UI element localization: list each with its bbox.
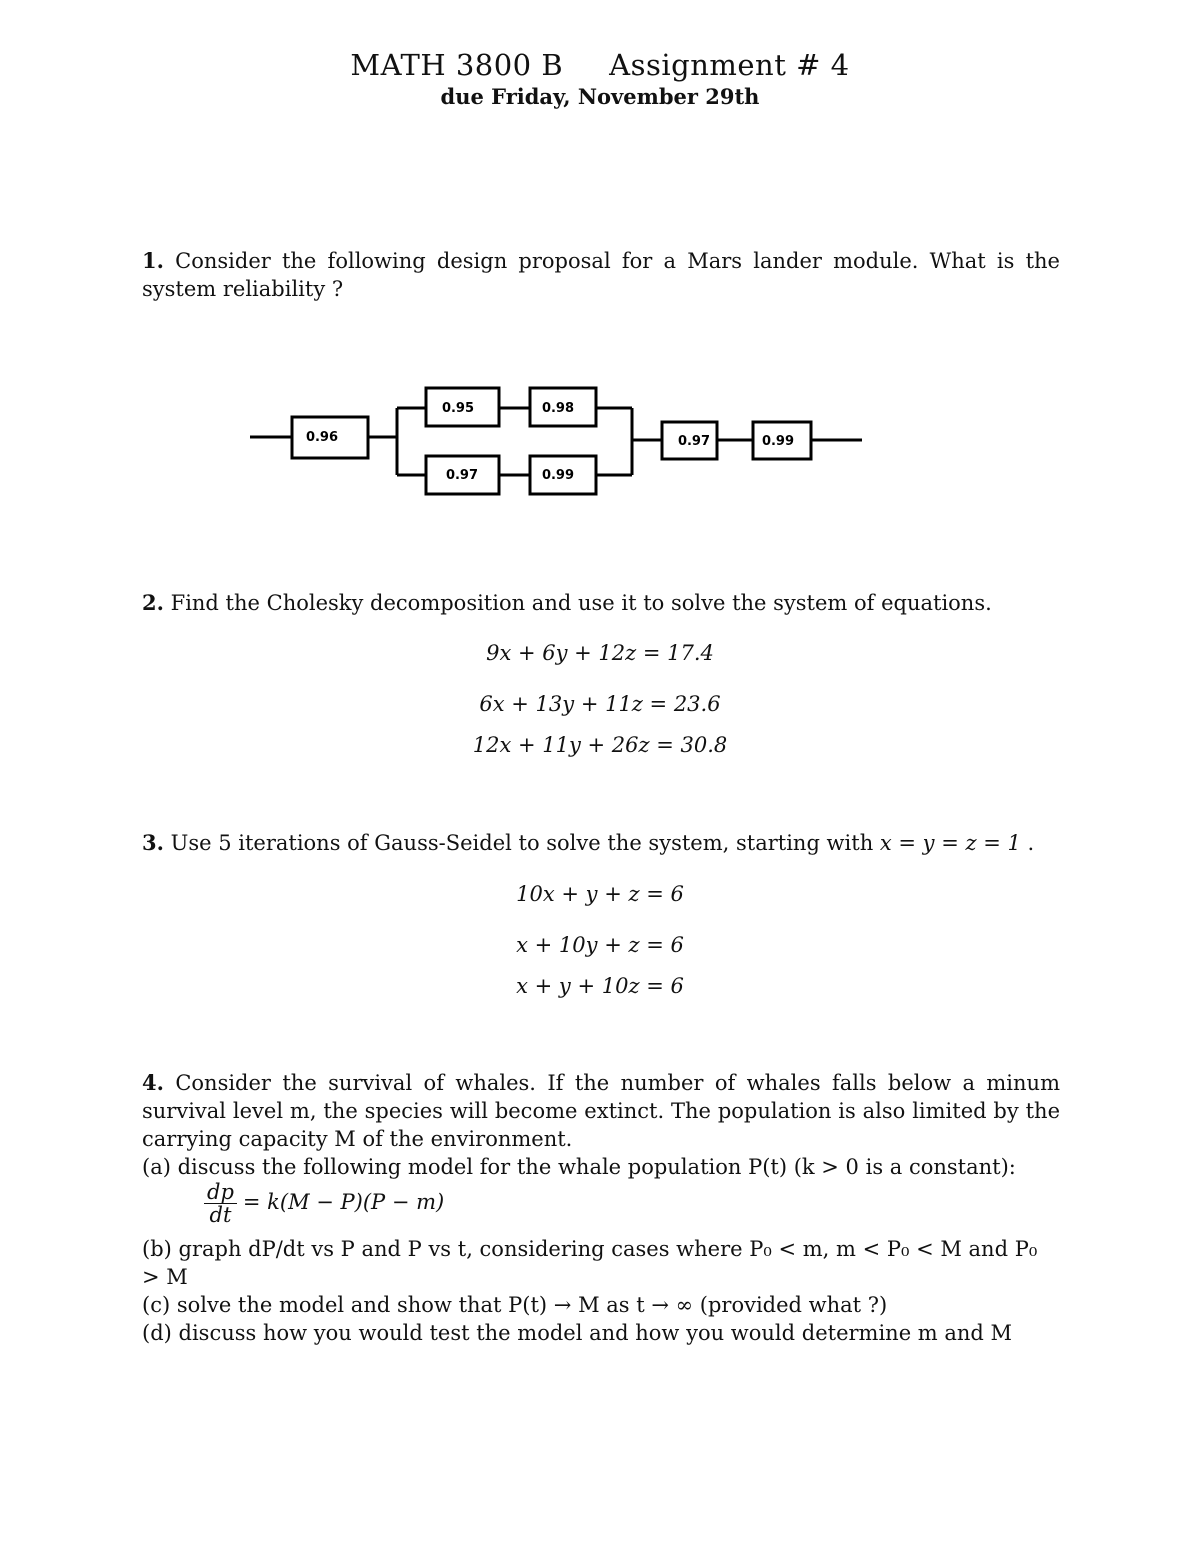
page-title — [0, 48, 1200, 82]
problem-1-text: Consider the following design proposal for a Mars lander module. What is the system reliability ? — [142, 249, 1060, 301]
equation-2-3: 12x + 11y + 26z = 30.8 — [472, 733, 728, 757]
model-rhs: = k(M − P)(P − m) — [242, 1190, 445, 1214]
problem-1 — [142, 247, 1060, 303]
problem-4-intro — [142, 1069, 1060, 1153]
derivative-fraction: $\frac{dp}{dt}$ — [204, 1181, 237, 1226]
problem-2 — [142, 589, 1060, 617]
problem-3-number: 3. — [142, 830, 164, 855]
block-lower-1-label: 0.97 — [445, 468, 479, 483]
block-upper-1-label: 0.95 — [441, 401, 475, 416]
problem-4-number: 4. — [142, 1070, 164, 1095]
due-date: due Friday, November 29th — [440, 84, 760, 109]
problem-3: 3. Use 5 iterations of Gauss-Seidel to solve the system, starting with x = y = z = 1 . — [142, 830, 1035, 855]
problem-4 — [142, 1069, 1060, 1347]
problem-4-text: Consider the survival of whales. If the number of whales falls below a minum survival level m, the species will become extinct. The population is also limited by the carrying capacity M of the environment. — [142, 1071, 1060, 1151]
block-first-label: 0.96 — [305, 430, 339, 445]
assignment-number: Assignment # 4 — [609, 48, 850, 82]
block-series-1-label: 0.97 — [677, 434, 711, 449]
problem-3-condition: x = y = z = 1 — [879, 831, 1021, 855]
course-code: MATH 3800 B — [350, 48, 564, 82]
reliability-diagram — [0, 370, 1200, 510]
whale-model-equation — [142, 1181, 1060, 1235]
problem-3-text: Use 5 iterations of Gauss-Seidel to solve the system, starting with — [170, 831, 880, 855]
equation-3-1: 10x + y + z = 6 — [516, 882, 684, 906]
equation-3-3: x + y + 10z = 6 — [516, 974, 684, 998]
problem-4-part-d: (d) discuss how you would test the model and how you would determine m and M — [142, 1321, 1013, 1345]
problem-2-text: Find the Cholesky decomposition and use it to solve the system of equations. — [170, 591, 992, 615]
problem-4-part-c: (c) solve the model and show that P(t) → M as t → ∞ (provided what ?) — [142, 1293, 888, 1317]
problem-4-part-a: (a) discuss the following model for the whale population P(t) (k > 0 is a constant): — [142, 1155, 1016, 1179]
problem-2-number: 2. — [142, 590, 164, 615]
equation-2-1: 9x + 6y + 12z = 17.4 — [486, 641, 714, 665]
equation-3-2: x + 10y + z = 6 — [516, 933, 684, 957]
equation-2-2: 6x + 13y + 11z = 23.6 — [479, 692, 721, 716]
problem-1-number: 1. — [142, 248, 164, 273]
block-series-2-label: 0.99 — [761, 434, 795, 449]
block-lower-2-label: 0.99 — [541, 468, 575, 483]
problem-4-part-b: (b) graph dP/dt vs P and P vs t, considering cases where P₀ < m, m < P₀ < M and P₀ > M — [142, 1237, 1038, 1289]
block-upper-2-label: 0.98 — [541, 401, 575, 416]
